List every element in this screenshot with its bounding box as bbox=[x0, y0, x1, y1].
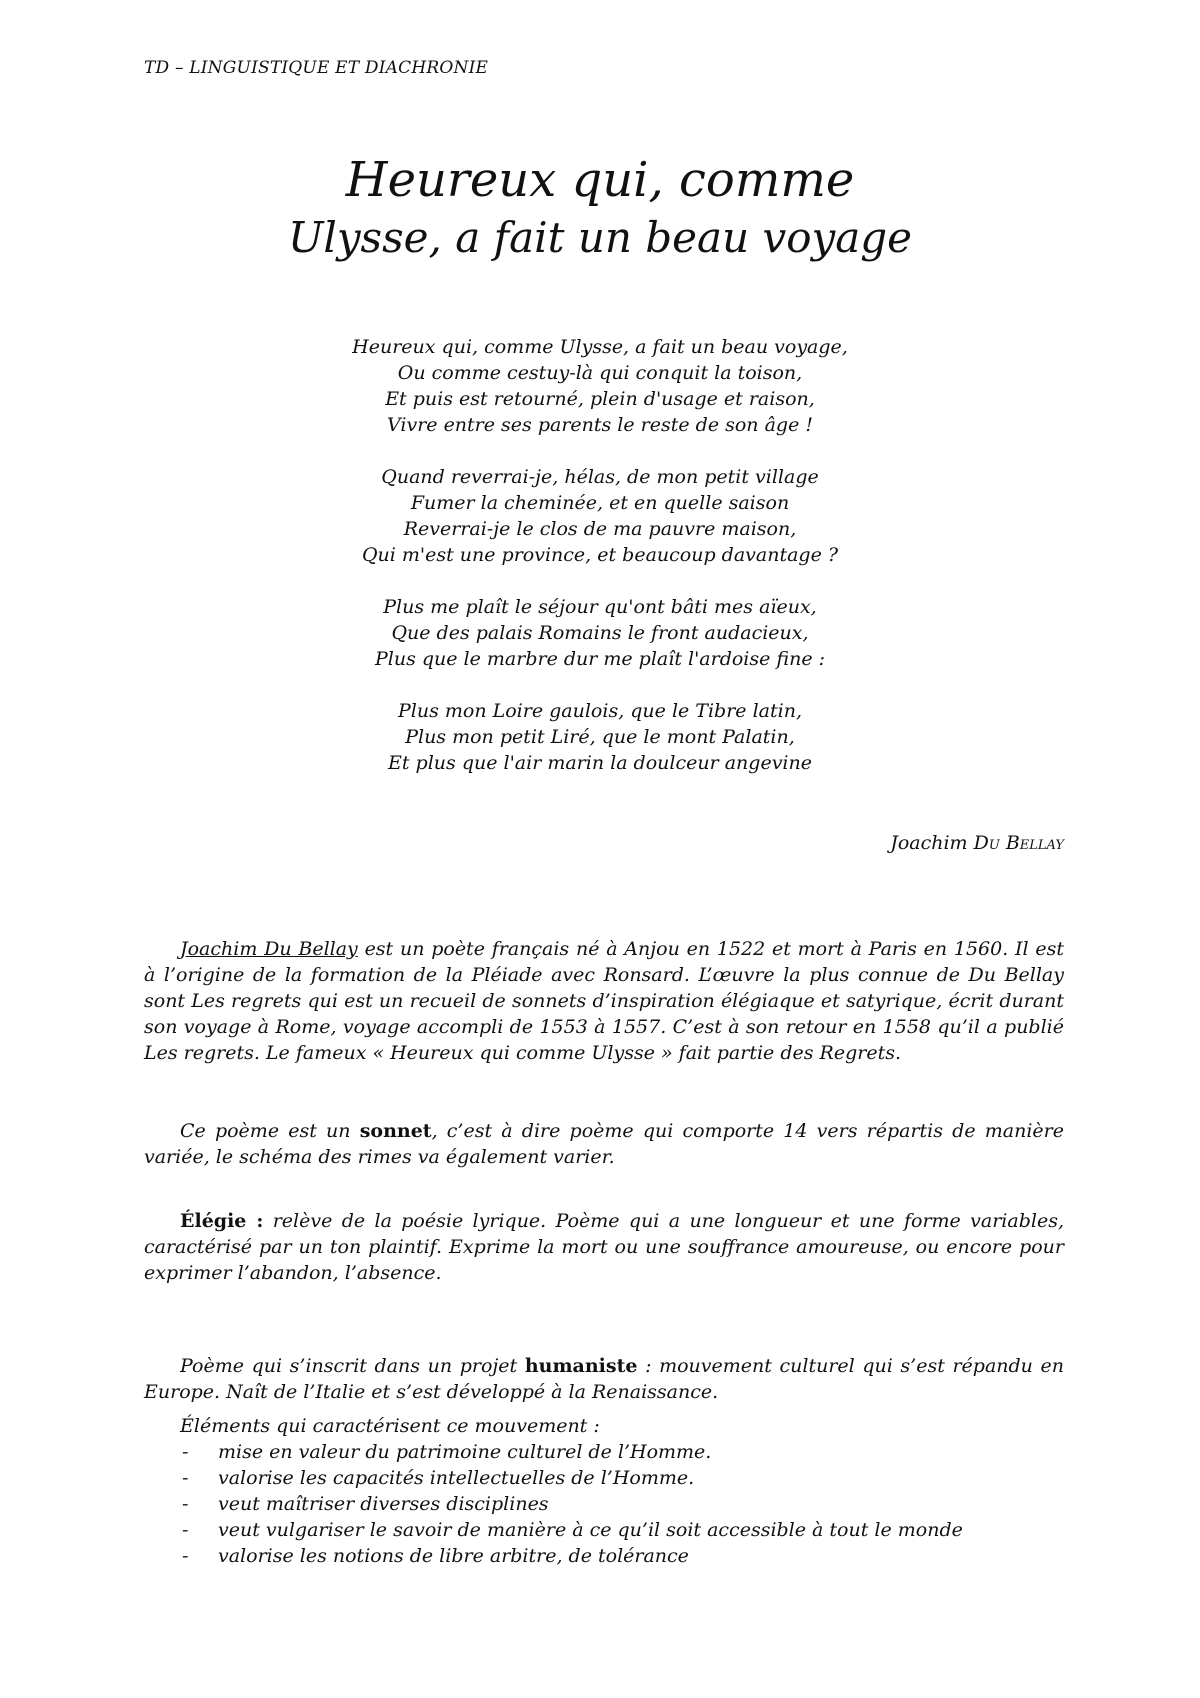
bio-paragraph bbox=[144, 936, 1064, 1066]
stanza-1 bbox=[0, 334, 1200, 438]
poem bbox=[0, 334, 1200, 802]
title-line-2: Ulysse, a fait un beau voyage bbox=[287, 213, 912, 262]
list-item bbox=[144, 1439, 1064, 1465]
verse: Que des palais Romains le front audacieux, bbox=[391, 622, 809, 644]
elegie-text: relève de la poésie lyrique. Poème qui a une longueur et une forme variables, caractérisé par un ton plaintif. Exprime la mort ou une souffrance amoureuse, ou encore pour exprimer l’abandon, l’absence. bbox=[144, 1210, 1064, 1284]
verse: Qui m'est une province, et beaucoup davantage ? bbox=[361, 544, 839, 566]
list-item-text: valorise les notions de libre arbitre, de tolérance bbox=[218, 1545, 689, 1567]
stanza-3 bbox=[0, 594, 1200, 672]
bio-text: est un poète français né à Anjou en 1522 et mort à Paris en 1560. Il est à l’origine de la formation de la Pléiade avec Ronsard. L’œuvre la plus connue de Du Bellay sont Les regrets qui est un recueil de sonnets d’inspiration élégiaque et satyrique, écrit durant son voyage à Rome, voyage accompli de 1553 à 1557. C’est à son retour en 1558 qu’il a publié Les regrets. Le fameux « Heureux qui comme Ulysse » fait partie des Regrets. bbox=[144, 938, 1065, 1064]
sonnet-text-before: Ce poème est un bbox=[180, 1120, 360, 1142]
dash-bullet: - bbox=[182, 1545, 189, 1567]
humanisme-term: humaniste bbox=[524, 1355, 638, 1377]
verse: Vivre entre ses parents le reste de son âge ! bbox=[387, 414, 813, 436]
list-item-text: veut vulgariser le savoir de manière à ce qu’il soit accessible à tout le monde bbox=[218, 1519, 963, 1541]
verse: Plus mon Loire gaulois, que le Tibre latin, bbox=[398, 700, 802, 722]
list-item bbox=[144, 1491, 1064, 1517]
list-item bbox=[144, 1465, 1064, 1491]
verse: Heureux qui, comme Ulysse, a fait un beau voyage, bbox=[352, 336, 848, 358]
verse: Et puis est retourné, plein d'usage et raison, bbox=[385, 388, 815, 410]
elegie-paragraph bbox=[144, 1208, 1064, 1286]
characteristics-list bbox=[144, 1439, 1064, 1569]
verse: Ou comme cestuy-là qui conquit la toison, bbox=[397, 362, 803, 384]
dash-bullet: - bbox=[182, 1441, 189, 1463]
bio-author-name: Joachim Du Bellay bbox=[180, 938, 358, 960]
list-item bbox=[144, 1543, 1064, 1569]
page-header: TD – LINGUISTIQUE ET DIACHRONIE bbox=[144, 58, 489, 78]
humanisme-text-after: : mouvement culturel qui s’est répandu en Europe. Naît de l’Italie et s’est développé à la Renaissance. bbox=[144, 1355, 1064, 1403]
poem-title bbox=[0, 150, 1200, 266]
verse: Plus mon petit Liré, que le mont Palatin, bbox=[405, 726, 795, 748]
stanza-4 bbox=[0, 698, 1200, 776]
sonnet-text-after: , c’est à dire poème qui comporte 14 vers répartis de manière variée, le schéma des rimes va également varier. bbox=[144, 1120, 1064, 1168]
list-item-text: veut maîtriser diverses disciplines bbox=[218, 1493, 549, 1515]
poem-author bbox=[890, 832, 1064, 854]
list-intro: Éléments qui caractérisent ce mouvement : bbox=[180, 1415, 600, 1437]
stanza-2 bbox=[0, 464, 1200, 568]
list-item-text: valorise les capacités intellectuelles de l’Homme. bbox=[218, 1467, 695, 1489]
verse: Fumer la cheminée, et en quelle saison bbox=[410, 492, 790, 514]
verse: Et plus que l'air marin la doulceur angevine bbox=[388, 752, 812, 774]
verse: Plus que le marbre dur me plaît l'ardoise fine : bbox=[374, 648, 826, 670]
verse: Reverrai-je le clos de ma pauvre maison, bbox=[403, 518, 797, 540]
humanisme-section bbox=[144, 1353, 1064, 1569]
dash-bullet: - bbox=[182, 1493, 189, 1515]
sonnet-paragraph bbox=[144, 1118, 1064, 1170]
list-item-text: mise en valeur du patrimoine culturel de l’Homme. bbox=[218, 1441, 712, 1463]
humanisme-text-before: Poème qui s’inscrit dans un projet bbox=[180, 1355, 525, 1377]
sonnet-term: sonnet bbox=[359, 1120, 432, 1142]
list-item bbox=[144, 1517, 1064, 1543]
author-first-name: Joachim bbox=[890, 832, 968, 854]
author-last-name: Du Bellay bbox=[973, 832, 1064, 854]
verse: Quand reverrai-je, hélas, de mon petit village bbox=[381, 466, 819, 488]
title-line-1: Heureux qui, comme bbox=[345, 152, 855, 208]
elegie-term: Élégie : bbox=[180, 1210, 264, 1232]
dash-bullet: - bbox=[182, 1467, 189, 1489]
verse: Plus me plaît le séjour qu'ont bâti mes aïeux, bbox=[383, 596, 817, 618]
dash-bullet: - bbox=[182, 1519, 189, 1541]
